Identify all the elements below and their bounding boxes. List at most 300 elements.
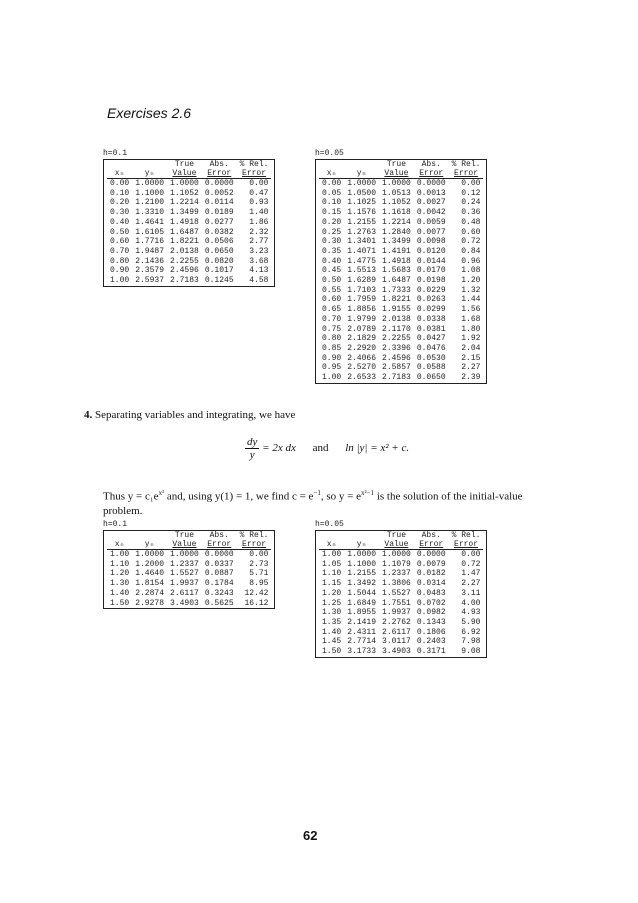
table-row [107,560,271,570]
table-cell: 16.12 [244,598,269,608]
table-cell: 0.0144 [416,256,446,266]
table-cell: 2.27 [461,579,481,589]
col-header-true-value-top: True [386,531,407,540]
col-header-xn-text: xₙ [326,169,337,178]
table-cell: 0.0114 [204,198,234,208]
table-cell: 0.0887 [204,569,234,579]
table-row [319,295,483,305]
table-cell: 3.23 [249,246,269,256]
table-cell: 0.47 [249,188,269,198]
fraction-denominator: y [249,449,255,461]
col-header-rel-error-text: Error [454,169,479,178]
table-row [319,599,483,609]
table-cell: 2.2762 [382,617,411,627]
col-header-yn-text: yₙ [356,169,367,178]
table-cell: 0.30 [110,208,130,218]
table-cell: 1.20 [322,588,342,598]
col-header-yn-top [344,160,379,169]
table-cell: 2.1170 [382,324,411,334]
table-cell: 2.32 [249,227,269,237]
table-row [107,599,271,609]
table-cell: 2.0138 [382,314,411,324]
table-cell: 1.0513 [382,188,411,198]
table-cell: 1.0500 [347,188,377,198]
table-cell: 1.00 [319,550,344,560]
table-cell: 0.20 [322,217,342,227]
table-cell: 3.4903 [382,647,411,657]
table-cell: 1.7551 [382,598,411,608]
table-cell: 2.9278 [135,598,165,608]
col-header-xn [107,169,132,179]
col-header-true-value-top: True [174,531,195,540]
table-cell: 2.4311 [347,627,377,637]
table-row [319,354,483,364]
table-cell: 1.0000 [379,550,414,560]
table-cell: 0.0013 [416,188,446,198]
conclusion-part-a: Thus y = c₁e [103,490,159,503]
table-cell: 1.2337 [170,559,199,569]
col-header-abs-error-text: Error [207,169,232,178]
table-cell: 1.8221 [382,295,411,305]
col-header-abs-error-top: Abs. [421,531,441,540]
table-cell: 1.0000 [132,179,167,189]
table-row [319,618,483,628]
table-cell: 1.80 [461,324,481,334]
col-header-yn-top [132,531,167,540]
table-cell: 1.3499 [170,208,199,218]
table-cell: 4.93 [461,608,481,618]
table-cell: 1.1618 [382,208,411,218]
table-cell: 0.0650 [204,246,234,256]
table-cell: 1.0000 [379,179,414,189]
table-cell: 1.1576 [347,208,377,218]
problem-4-intro [84,408,295,422]
table-cell: 1.4071 [347,246,377,256]
col-header-true-value-text: Value [172,540,197,549]
table-row [319,266,483,276]
dy-over-y-fraction [245,436,259,461]
col-header-yn [132,169,167,179]
results-table-4 [315,530,487,658]
table-cell: 0.0052 [204,188,234,198]
table-cell: 1.1079 [382,559,411,569]
exponent-c: x²−1 [361,489,375,497]
table-cell: 1.25 [322,598,342,608]
table-cell: 1.2155 [347,569,377,579]
table-cell: 2.04 [461,343,481,353]
table-row [319,276,483,286]
table-cell: 2.4066 [347,353,377,363]
table-row [107,247,271,257]
table-cell: 2.2874 [135,588,165,598]
table-row [319,550,483,560]
table-cell: 0.0702 [416,598,446,608]
table-cell: 1.4918 [170,217,199,227]
col-header-xn [107,540,132,550]
table-row [319,363,483,373]
table-cell: 3.68 [249,256,269,266]
table-row [107,189,271,199]
table-cell: 0.00 [449,179,484,189]
table-cell: 1.5044 [347,588,377,598]
table-cell: 1.1052 [170,188,199,198]
table-row [107,579,271,589]
table-cell: 0.80 [322,334,342,344]
col-header-yn-text: yₙ [356,540,367,549]
table-cell: 5.71 [249,569,269,579]
table-cell: 0.2403 [416,637,446,647]
table-cell: 2.15 [461,353,481,363]
table-cell: 2.6117 [170,588,199,598]
table-cell: 1.7333 [382,285,411,295]
table-cell: 1.5527 [382,588,411,598]
table-cell: 1.6289 [347,276,377,286]
table-cell: 1.1052 [382,198,411,208]
table-cell: 2.1829 [347,334,377,344]
table-cell: 0.48 [461,217,481,227]
table-cell: 0.12 [461,188,481,198]
table-row [319,189,483,199]
table-cell: 0.0483 [416,588,446,598]
table-cell: 0.80 [110,256,130,266]
table-row [319,589,483,599]
table-cell: 2.5937 [135,276,165,286]
table-row [319,373,483,383]
table-cell: 1.0000 [344,179,379,189]
table-cell: 1.08 [461,266,481,276]
col-header-true-value [167,169,202,179]
table-cell: 1.7103 [347,285,377,295]
col-header-xn-top [319,160,344,169]
col-header-rel-error-text: Error [242,540,267,549]
table-cell: 0.0170 [416,266,446,276]
table-cell: 2.1436 [135,256,165,266]
integrated-equation: ln |y| = x² + c. [345,442,410,455]
table-cell: 1.6487 [170,227,199,237]
conclusion-part-d: is the solution of the initial-value [374,490,523,503]
table-cell: 1.3806 [382,579,411,589]
table-row [107,257,271,267]
col-header-rel-error [449,169,484,179]
table-cell: 2.7183 [170,276,199,286]
table-cell: 0.65 [322,305,342,315]
table-row [107,589,271,599]
table-cell: 1.92 [461,334,481,344]
table-cell: 1.2763 [347,227,377,237]
table-cell: 9.08 [461,647,481,657]
col-header-true-value [379,169,414,179]
table-row [107,266,271,276]
table-cell: 1.47 [461,569,481,579]
table-cell: 0.0000 [202,179,237,189]
table-cell: 1.9937 [382,608,411,618]
table-row [319,569,483,579]
table-cell: 0.0299 [416,305,446,315]
table-cell: 7.98 [461,637,481,647]
table-cell: 2.4596 [170,266,199,276]
table-row [319,628,483,638]
table-cell: 0.0098 [416,237,446,247]
col-header-true-value-top: True [174,160,195,169]
table-cell: 1.8221 [170,237,199,247]
table-cell: 2.77 [249,237,269,247]
col-header-true-value-text: Value [384,540,409,549]
table-cell: 0.72 [461,237,481,247]
step-size-label: h=0.1 [103,520,128,529]
col-header-abs-error-text: Error [419,169,444,178]
col-header-rel-error [449,540,484,550]
table-row [107,228,271,238]
col-header-rel-error-text: Error [242,169,267,178]
table-cell: 0.0000 [202,550,237,560]
table-cell: 0.90 [110,266,130,276]
table-cell: 1.2100 [135,198,165,208]
table-cell: 0.0277 [204,217,234,227]
table-cell: 1.9937 [170,579,199,589]
table-cell: 0.0982 [416,608,446,618]
table-cell: 3.1733 [347,647,377,657]
fraction-numerator: dy [247,436,258,448]
table-cell: 2.2255 [170,256,199,266]
table-cell: 0.1343 [416,617,446,627]
table-cell: 1.30 [322,608,342,618]
table-row [319,305,483,315]
table-cell: 1.1025 [347,198,377,208]
table-row [107,550,271,560]
table-cell: 1.4640 [135,569,165,579]
table-cell: 0.0476 [416,343,446,353]
col-header-rel-error [237,540,272,550]
exponent-b: −1 [313,489,321,497]
table-cell: 6.92 [461,627,481,637]
col-header-abs-error [202,540,237,550]
table-cell: 0.0382 [204,227,234,237]
table-cell: 0.30 [322,237,342,247]
table-cell: 1.15 [322,579,342,589]
col-header-yn [344,540,379,550]
problem-number: 4. [84,409,93,421]
table-cell: 1.6487 [382,276,411,286]
table-cell: 1.6849 [347,598,377,608]
col-header-xn-top [107,160,132,169]
table-row [107,198,271,208]
table-row [319,579,483,589]
problem-intro-text: Separating variables and integrating, we have [95,409,296,421]
table-cell: 1.4641 [135,217,165,227]
table-cell: 1.00 [110,276,130,286]
col-header-rel-error-text: Error [454,540,479,549]
table-cell: 0.00 [237,179,272,189]
table-cell: 0.24 [461,198,481,208]
table-cell: 1.0000 [167,550,202,560]
col-header-xn-text: xₙ [114,540,125,549]
table-cell: 1.1000 [135,188,165,198]
table-cell: 1.2840 [382,227,411,237]
table-cell: 1.30 [110,579,130,589]
table-cell: 1.2337 [382,569,411,579]
table-cell: 2.1419 [347,617,377,627]
table-row [107,276,271,286]
table-row [319,257,483,267]
table-cell: 0.75 [322,324,342,334]
table-cell: 0.1245 [204,276,234,286]
table-cell: 0.20 [110,198,130,208]
table-cell: 1.0000 [344,550,379,560]
table-cell: 0.1017 [204,266,234,276]
table-cell: 1.5527 [170,569,199,579]
col-header-rel-error-top: % Rel. [239,160,269,169]
table-cell: 1.50 [322,647,342,657]
results-table-2 [315,159,487,384]
table-cell: 1.3401 [347,237,377,247]
table-cell: 0.0079 [416,559,446,569]
table-cell: 0.0338 [416,314,446,324]
table-row [319,247,483,257]
table-cell: 1.0000 [167,179,202,189]
table-cell: 1.8856 [347,305,377,315]
table-cell: 0.50 [322,276,342,286]
conclusion-part-b: and, using y(1) = 1, we find c = e [164,490,314,503]
table-row [319,228,483,238]
table-cell: 0.3243 [204,588,234,598]
col-header-yn [344,169,379,179]
table-cell: 0.0229 [416,285,446,295]
table-cell: 0.00 [449,550,484,560]
table-row [319,637,483,647]
table-cell: 0.95 [322,363,342,373]
table-row [107,569,271,579]
col-header-abs-error [202,169,237,179]
table-cell: 0.0263 [416,295,446,305]
table-cell: 0.35 [322,246,342,256]
table-cell: 1.40 [249,208,269,218]
table-cell: 1.2155 [347,217,377,227]
results-table-1 [103,159,275,287]
table-cell: 0.90 [322,353,342,363]
col-header-xn-text: xₙ [326,540,337,549]
table-row [319,334,483,344]
table-cell: 0.25 [322,227,342,237]
table-cell: 1.20 [110,569,130,579]
table-cell: 1.8955 [347,608,377,618]
col-header-yn-top [344,531,379,540]
table-cell: 3.4903 [170,598,199,608]
table-cell: 2.73 [249,559,269,569]
table-cell: 2.3396 [382,343,411,353]
col-header-rel-error [237,169,272,179]
table-cell: 1.7959 [347,295,377,305]
table-cell: 0.0337 [204,559,234,569]
col-header-yn-text: yₙ [144,540,155,549]
table-row [107,237,271,247]
table-cell: 1.2214 [170,198,199,208]
col-header-true-value [379,540,414,550]
table-cell: 2.7183 [382,373,411,383]
table-cell: 0.60 [110,237,130,247]
table-cell: 2.27 [461,363,481,373]
table-cell: 0.3171 [416,647,446,657]
table-cell: 0.0120 [416,246,446,256]
step-size-label: h=0.05 [315,149,344,158]
table-cell: 0.50 [110,227,130,237]
table-cell: 0.00 [237,550,272,560]
col-header-xn [319,169,344,179]
table-cell: 1.40 [322,627,342,637]
table-row [319,179,483,189]
table-cell: 1.3492 [347,579,377,589]
table-row [107,208,271,218]
table-cell: 2.0789 [347,324,377,334]
page-number: 62 [303,828,318,843]
table-cell: 0.10 [322,198,342,208]
table-cell: 0.0000 [414,550,449,560]
results-table-3 [103,530,275,609]
table-cell: 0.0530 [416,353,446,363]
table-cell: 2.4596 [382,353,411,363]
table-cell: 0.60 [461,227,481,237]
table-row [319,647,483,657]
table-row [319,198,483,208]
table-cell: 1.68 [461,314,481,324]
table-cell: 2.3579 [135,266,165,276]
table-cell: 1.05 [322,559,342,569]
table-cell: 2.6533 [347,373,377,383]
table-cell: 1.2000 [135,559,165,569]
table-cell: 0.10 [110,188,130,198]
table-cell: 0.72 [461,559,481,569]
step-size-label: h=0.1 [103,149,128,158]
col-header-true-value [167,540,202,550]
table-cell: 0.0198 [416,276,446,286]
table-row [319,325,483,335]
table-cell: 0.36 [461,208,481,218]
exponent-a: x² [158,489,165,497]
table-cell: 1.56 [461,305,481,315]
table-cell: 1.4775 [347,256,377,266]
table-cell: 0.5625 [204,598,234,608]
col-header-yn [132,540,167,550]
table-cell: 1.86 [249,217,269,227]
table-row [319,218,483,228]
col-header-rel-error-top: % Rel. [451,160,481,169]
table-cell: 0.84 [461,246,481,256]
table-cell: 1.00 [322,373,342,383]
table-cell: 1.45 [322,637,342,647]
data-table [319,531,483,657]
col-header-xn-top [107,531,132,540]
col-header-abs-error-top: Abs. [209,160,229,169]
table-cell: 0.70 [322,314,342,324]
table-cell: 0.05 [322,188,342,198]
col-header-abs-error-text: Error [207,540,232,549]
col-header-xn-top [319,531,344,540]
table-cell: 0.0381 [416,324,446,334]
table-row [319,344,483,354]
col-header-abs-error-text: Error [419,540,444,549]
table-cell: 12.42 [244,588,269,598]
table-cell: 2.5270 [347,363,377,373]
table-cell: 1.9487 [135,246,165,256]
table-cell: 4.13 [249,266,269,276]
table-cell: 0.0588 [416,363,446,373]
table-cell: 0.85 [322,343,342,353]
col-header-yn-text: yₙ [144,169,155,178]
table-row [319,315,483,325]
table-cell: 1.7716 [135,237,165,247]
table-cell: 4.58 [249,276,269,286]
table-cell: 1.32 [461,285,481,295]
table-cell: 1.44 [461,295,481,305]
